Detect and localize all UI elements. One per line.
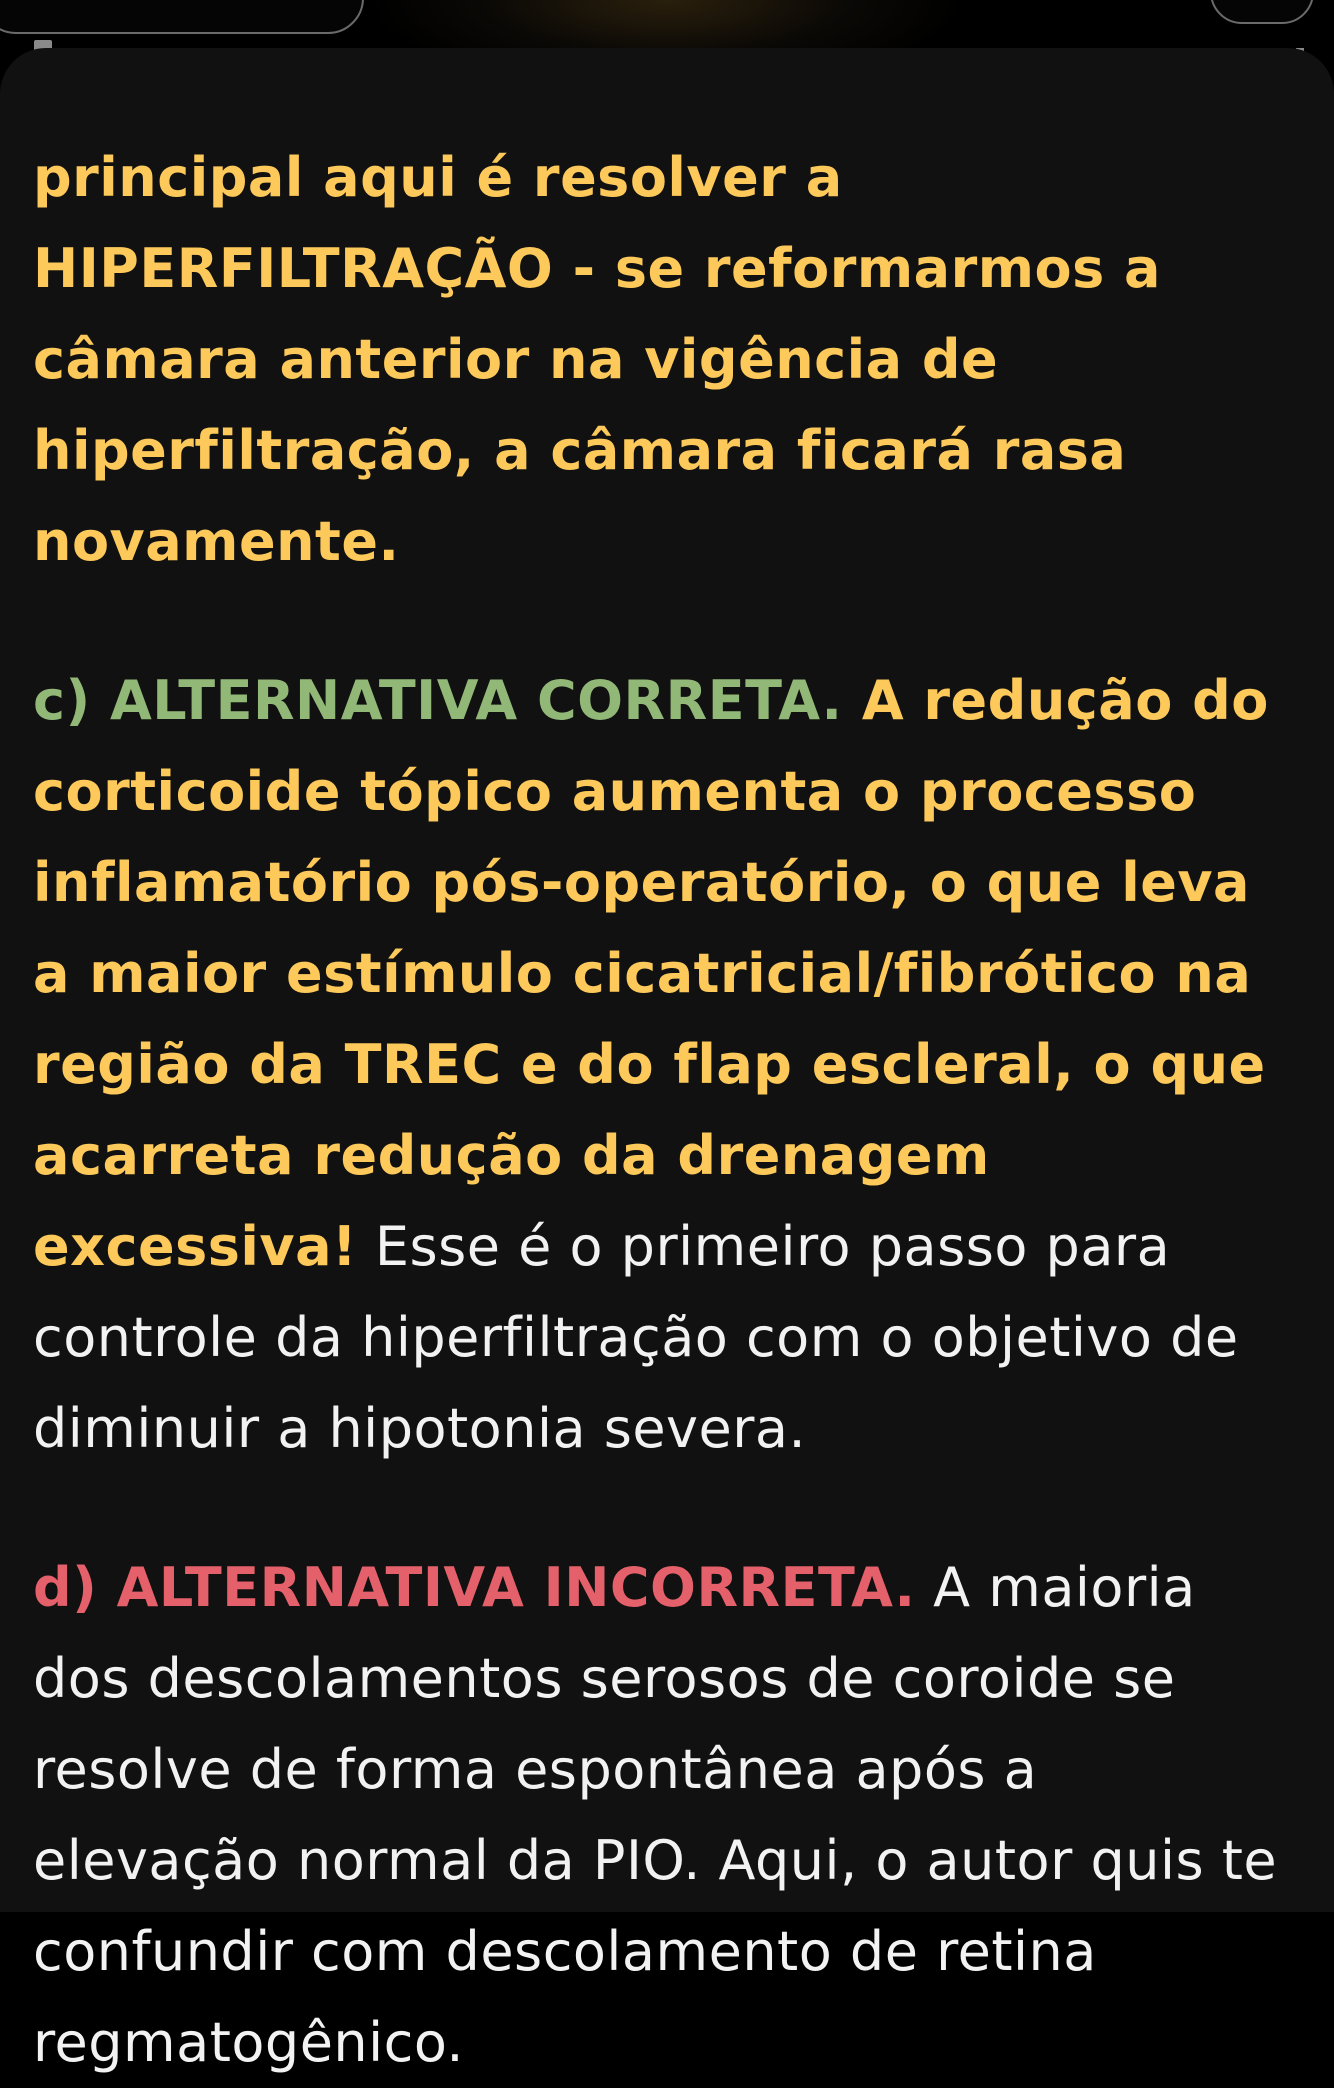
paragraph-gap (33, 587, 1298, 655)
paragraph-b-continued (33, 132, 1298, 587)
highlight-text: A redução do corticoide tópico aumenta o processo inflamatório pós-operatório, o que leva a maior estímulo cicatricial/fibrótico na região da TREC e do flap escleral, o que acarreta redução da drenagem excessiva! (33, 669, 1269, 1278)
body-text: A maioria dos descolamentos serosos de coroide se resolve de forma espontânea após a elevação normal da PIO. Aqui, o autor quis te confundir com descolamento de retina regmatogênico. (33, 1556, 1278, 2074)
back-button[interactable] (0, 0, 364, 34)
paragraph-gap (33, 1474, 1298, 1542)
paragraph-alternative-d (33, 1542, 1298, 2088)
incorrect-label: d) ALTERNATIVA INCORRETA. (33, 1556, 916, 1619)
highlight-text: principal aqui é resolver a HIPERFILTRAÇÃO - se reformarmos a câmara anterior na vigência de hiperfiltração, a câmara ficará rasa novamente. (33, 146, 1161, 573)
paragraph-alternative-c (33, 655, 1298, 1474)
correct-label: c) ALTERNATIVA CORRETA. (33, 669, 843, 732)
body-text: Esse é o primeiro passo para controle da hiperfiltração com o objetivo de diminuir a hipotonia severa. (33, 1215, 1239, 1460)
explanation-content (33, 132, 1298, 2088)
